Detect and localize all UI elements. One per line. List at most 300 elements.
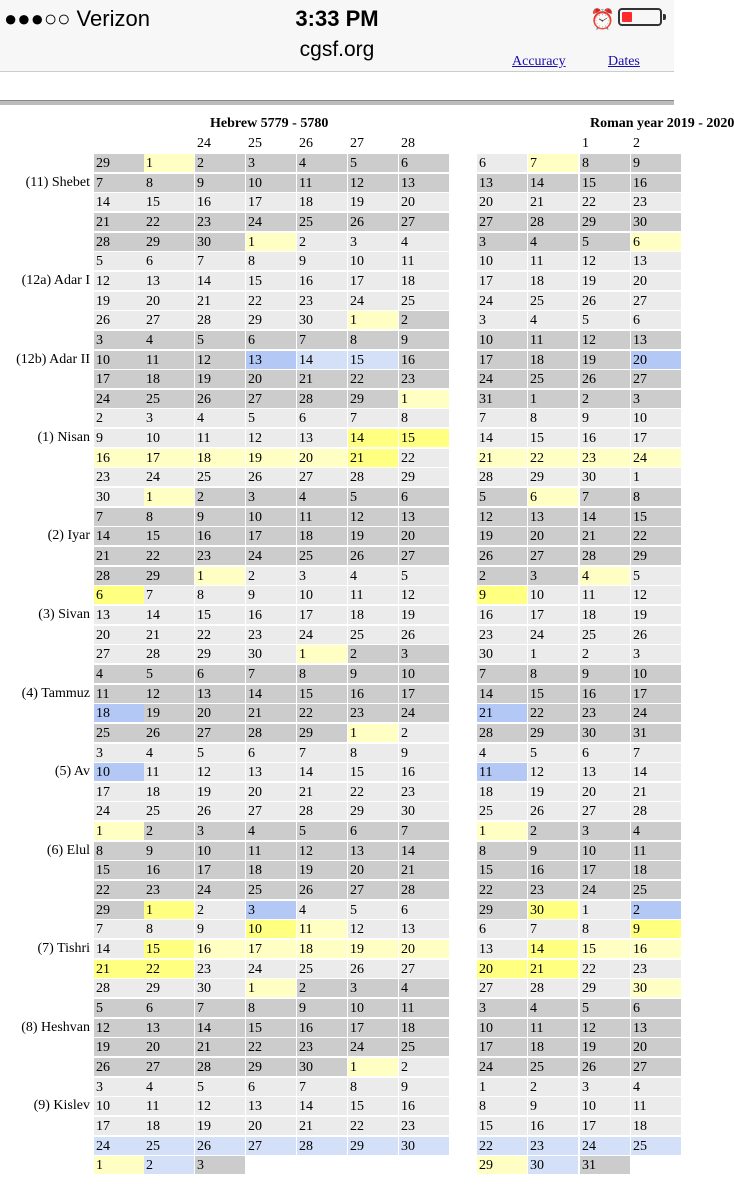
roman-day-cell: 20 xyxy=(528,527,578,545)
hebrew-day-cell: 15 xyxy=(399,429,449,447)
hebrew-day-cell: 15 xyxy=(94,861,144,879)
roman-day-cell: 24 xyxy=(631,704,681,722)
hebrew-day-cell: 8 xyxy=(246,999,296,1017)
hebrew-day-cell: 20 xyxy=(348,861,398,879)
hebrew-day-cell: 26 xyxy=(348,213,398,231)
roman-day-cell: 17 xyxy=(580,861,630,879)
hebrew-day-cell: 24 xyxy=(246,960,296,978)
hebrew-day-cell: 4 xyxy=(195,409,245,427)
hebrew-day-cell: 17 xyxy=(348,1019,398,1037)
hebrew-day-cell: 15 xyxy=(246,272,296,290)
hebrew-day-cell: 12 xyxy=(399,586,449,604)
hebrew-day-cell: 4 xyxy=(297,901,347,919)
hebrew-day-cell: 25 xyxy=(297,547,347,565)
roman-day-cell: 29 xyxy=(580,979,630,997)
roman-day-cell: 22 xyxy=(477,1137,527,1155)
roman-day-cell: 4 xyxy=(477,744,527,762)
roman-day-cell: 20 xyxy=(631,1038,681,1056)
roman-day-cell: 12 xyxy=(580,252,630,270)
roman-day-cell: 2 xyxy=(528,1078,578,1096)
roman-day-cell: 27 xyxy=(580,802,630,820)
roman-day-cell: 5 xyxy=(580,233,630,251)
hebrew-day-cell: 11 xyxy=(94,685,144,703)
hebrew-top-cell: 25 xyxy=(246,134,296,152)
roman-day-cell: 1 xyxy=(580,901,630,919)
hebrew-day-cell: 4 xyxy=(144,1078,194,1096)
month-label: (6) Elul xyxy=(46,842,90,858)
hebrew-day-cell: 21 xyxy=(94,960,144,978)
hebrew-day-cell: 30 xyxy=(297,1058,347,1076)
roman-day-cell: 27 xyxy=(631,292,681,310)
hebrew-day-cell: 2 xyxy=(297,979,347,997)
roman-day-cell: 11 xyxy=(631,842,681,860)
roman-day-cell: 15 xyxy=(631,508,681,526)
hebrew-day-cell: 25 xyxy=(246,881,296,899)
roman-top-cell: 2 xyxy=(631,134,681,152)
hebrew-day-cell: 4 xyxy=(94,665,144,683)
hebrew-day-cell: 7 xyxy=(246,665,296,683)
carrier-label: ●●●○○ Verizon xyxy=(4,6,150,31)
roman-day-cell: 24 xyxy=(477,292,527,310)
roman-day-cell: 9 xyxy=(631,154,681,172)
hebrew-day-cell: 23 xyxy=(348,704,398,722)
roman-day-cell: 26 xyxy=(580,1058,630,1076)
roman-day-cell: 18 xyxy=(528,1038,578,1056)
hebrew-day-cell: 12 xyxy=(144,685,194,703)
hebrew-day-cell: 21 xyxy=(297,1117,347,1135)
hebrew-day-cell: 9 xyxy=(297,252,347,270)
roman-day-cell: 7 xyxy=(580,488,630,506)
hebrew-day-cell: 9 xyxy=(399,744,449,762)
roman-day-cell: 3 xyxy=(477,311,527,329)
hebrew-day-cell: 22 xyxy=(144,547,194,565)
hebrew-day-cell: 21 xyxy=(195,1038,245,1056)
hebrew-day-cell: 16 xyxy=(144,861,194,879)
hebrew-day-cell: 5 xyxy=(348,901,398,919)
hebrew-day-cell: 27 xyxy=(94,645,144,663)
hebrew-day-cell: 13 xyxy=(246,763,296,781)
month-label: (9) Kislev xyxy=(33,1098,90,1114)
roman-day-cell: 22 xyxy=(580,960,630,978)
hebrew-day-cell: 10 xyxy=(195,842,245,860)
hebrew-day-cell: 30 xyxy=(195,979,245,997)
roman-day-cell: 14 xyxy=(580,508,630,526)
roman-day-cell: 21 xyxy=(477,449,527,467)
hebrew-blank-cell xyxy=(144,134,194,152)
roman-day-cell: 6 xyxy=(631,999,681,1017)
hebrew-day-cell: 29 xyxy=(144,979,194,997)
roman-day-cell: 16 xyxy=(631,940,681,958)
hebrew-day-cell: 16 xyxy=(399,351,449,369)
hebrew-day-cell: 11 xyxy=(195,429,245,447)
hebrew-day-cell: 9 xyxy=(195,920,245,938)
hebrew-day-cell: 1 xyxy=(348,311,398,329)
hebrew-day-cell: 14 xyxy=(195,272,245,290)
month-label: (2) Iyar xyxy=(47,528,90,544)
roman-day-cell: 27 xyxy=(477,979,527,997)
hebrew-day-cell: 4 xyxy=(144,331,194,349)
hebrew-day-cell: 1 xyxy=(94,822,144,840)
roman-day-cell: 4 xyxy=(580,567,630,585)
hebrew-day-cell: 9 xyxy=(399,1078,449,1096)
hebrew-day-cell: 24 xyxy=(348,292,398,310)
hebrew-day-cell: 5 xyxy=(195,331,245,349)
hebrew-day-cell: 18 xyxy=(297,527,347,545)
hebrew-day-cell: 28 xyxy=(195,1058,245,1076)
hebrew-day-cell: 14 xyxy=(94,193,144,211)
hebrew-day-cell: 3 xyxy=(195,1156,245,1174)
roman-header: Roman year 2019 - 2020 xyxy=(590,116,734,131)
roman-day-cell: 3 xyxy=(580,822,630,840)
hebrew-day-cell: 15 xyxy=(144,940,194,958)
roman-day-cell: 23 xyxy=(528,1137,578,1155)
roman-day-cell: 11 xyxy=(631,1097,681,1115)
hebrew-day-cell: 1 xyxy=(246,233,296,251)
roman-day-cell: 22 xyxy=(528,449,578,467)
hebrew-day-cell: 14 xyxy=(297,763,347,781)
hebrew-day-cell: 19 xyxy=(348,940,398,958)
hebrew-day-cell: 5 xyxy=(195,1078,245,1096)
hebrew-day-cell: 29 xyxy=(399,468,449,486)
hebrew-day-cell: 29 xyxy=(297,724,347,742)
hebrew-day-cell: 16 xyxy=(297,272,347,290)
hebrew-day-cell: 18 xyxy=(144,783,194,801)
roman-day-cell: 23 xyxy=(528,881,578,899)
hebrew-day-cell: 8 xyxy=(348,744,398,762)
month-label: (3) Sivan xyxy=(38,606,90,622)
accuracy-link[interactable]: Accuracy xyxy=(512,54,566,69)
roman-day-cell: 19 xyxy=(580,1038,630,1056)
hebrew-day-cell: 13 xyxy=(297,429,347,447)
hebrew-day-cell: 19 xyxy=(195,370,245,388)
hebrew-day-cell: 7 xyxy=(399,822,449,840)
hebrew-day-cell: 11 xyxy=(144,763,194,781)
hebrew-day-cell: 21 xyxy=(399,861,449,879)
hebrew-day-cell: 23 xyxy=(195,547,245,565)
hebrew-day-cell: 7 xyxy=(94,920,144,938)
hebrew-day-cell: 12 xyxy=(195,763,245,781)
hebrew-day-cell: 8 xyxy=(144,920,194,938)
hebrew-day-cell: 20 xyxy=(399,940,449,958)
month-label: (4) Tammuz xyxy=(21,685,90,701)
hebrew-day-cell: 10 xyxy=(94,351,144,369)
roman-day-cell: 3 xyxy=(631,390,681,408)
hebrew-day-cell: 7 xyxy=(297,744,347,762)
hebrew-day-cell: 1 xyxy=(144,901,194,919)
roman-day-cell: 13 xyxy=(631,252,681,270)
roman-day-cell: 3 xyxy=(477,233,527,251)
hebrew-day-cell: 8 xyxy=(348,331,398,349)
hebrew-day-cell: 6 xyxy=(144,252,194,270)
hebrew-day-cell: 27 xyxy=(246,390,296,408)
hebrew-top-cell: 24 xyxy=(195,134,245,152)
roman-day-cell: 5 xyxy=(580,311,630,329)
roman-day-cell: 20 xyxy=(631,272,681,290)
hebrew-day-cell: 21 xyxy=(94,213,144,231)
url-text: cgsf.org xyxy=(299,38,375,61)
hebrew-day-cell: 11 xyxy=(348,586,398,604)
hebrew-day-cell: 19 xyxy=(246,449,296,467)
hebrew-day-cell: 10 xyxy=(348,999,398,1017)
roman-day-cell: 28 xyxy=(477,724,527,742)
status-bar xyxy=(0,0,674,36)
roman-day-cell: 19 xyxy=(477,527,527,545)
hebrew-day-cell: 1 xyxy=(246,979,296,997)
roman-day-cell: 10 xyxy=(477,331,527,349)
hebrew-day-cell: 6 xyxy=(195,665,245,683)
hebrew-day-cell: 18 xyxy=(195,449,245,467)
roman-day-cell: 14 xyxy=(477,685,527,703)
hebrew-day-cell: 3 xyxy=(94,331,144,349)
hebrew-day-cell: 22 xyxy=(144,960,194,978)
roman-day-cell: 7 xyxy=(477,665,527,683)
hebrew-day-cell: 2 xyxy=(195,154,245,172)
hebrew-day-cell: 22 xyxy=(399,449,449,467)
hebrew-day-cell: 26 xyxy=(297,881,347,899)
roman-day-cell: 8 xyxy=(580,920,630,938)
roman-day-cell: 1 xyxy=(528,645,578,663)
roman-day-cell: 11 xyxy=(528,331,578,349)
roman-day-cell: 4 xyxy=(631,1078,681,1096)
hebrew-day-cell: 19 xyxy=(144,704,194,722)
roman-day-cell: 22 xyxy=(580,193,630,211)
hebrew-day-cell: 14 xyxy=(399,842,449,860)
roman-day-cell: 20 xyxy=(477,960,527,978)
hebrew-day-cell: 24 xyxy=(297,626,347,644)
roman-day-cell: 28 xyxy=(528,979,578,997)
roman-day-cell: 25 xyxy=(631,1137,681,1155)
hebrew-day-cell: 10 xyxy=(94,763,144,781)
hebrew-day-cell: 6 xyxy=(144,999,194,1017)
roman-day-cell: 17 xyxy=(631,429,681,447)
hebrew-day-cell: 28 xyxy=(94,233,144,251)
hebrew-day-cell: 6 xyxy=(399,901,449,919)
hebrew-day-cell: 20 xyxy=(94,626,144,644)
hebrew-day-cell: 7 xyxy=(297,1078,347,1096)
hebrew-day-cell: 8 xyxy=(399,409,449,427)
alarm-icon: ⏰ xyxy=(590,9,615,31)
hebrew-day-cell: 13 xyxy=(144,272,194,290)
hebrew-day-cell: 5 xyxy=(399,567,449,585)
hebrew-day-cell: 19 xyxy=(348,193,398,211)
roman-day-cell: 10 xyxy=(528,586,578,604)
roman-day-cell: 2 xyxy=(477,567,527,585)
roman-day-cell: 8 xyxy=(477,842,527,860)
hebrew-day-cell: 14 xyxy=(144,606,194,624)
hebrew-day-cell: 1 xyxy=(399,390,449,408)
hebrew-day-cell: 15 xyxy=(144,193,194,211)
roman-day-cell: 10 xyxy=(580,842,630,860)
hebrew-day-cell: 18 xyxy=(94,704,144,722)
hebrew-day-cell: 5 xyxy=(195,744,245,762)
hebrew-day-cell: 18 xyxy=(297,940,347,958)
hebrew-day-cell: 12 xyxy=(246,429,296,447)
hebrew-day-cell: 16 xyxy=(246,606,296,624)
roman-day-cell: 13 xyxy=(477,174,527,192)
hebrew-day-cell: 28 xyxy=(399,881,449,899)
hebrew-day-cell: 5 xyxy=(348,154,398,172)
hebrew-day-cell: 2 xyxy=(399,724,449,742)
hebrew-day-cell: 29 xyxy=(348,1137,398,1155)
roman-day-cell: 7 xyxy=(477,409,527,427)
hebrew-day-cell: 6 xyxy=(348,822,398,840)
hebrew-day-cell: 8 xyxy=(94,842,144,860)
hebrew-day-cell: 23 xyxy=(399,783,449,801)
hebrew-day-cell: 6 xyxy=(246,331,296,349)
roman-day-cell: 3 xyxy=(631,645,681,663)
hebrew-day-cell: 19 xyxy=(94,292,144,310)
hebrew-day-cell: 20 xyxy=(246,783,296,801)
roman-day-cell: 11 xyxy=(528,252,578,270)
roman-day-cell: 25 xyxy=(477,802,527,820)
hebrew-day-cell: 18 xyxy=(297,193,347,211)
roman-day-cell: 24 xyxy=(477,370,527,388)
roman-day-cell: 24 xyxy=(528,626,578,644)
hebrew-day-cell: 24 xyxy=(94,802,144,820)
hebrew-day-cell: 3 xyxy=(246,488,296,506)
hebrew-day-cell: 21 xyxy=(94,547,144,565)
hebrew-day-cell: 9 xyxy=(94,429,144,447)
hebrew-day-cell: 25 xyxy=(297,213,347,231)
roman-day-cell: 13 xyxy=(631,1019,681,1037)
roman-day-cell: 14 xyxy=(528,940,578,958)
roman-day-cell: 9 xyxy=(528,1097,578,1115)
roman-day-cell: 23 xyxy=(580,449,630,467)
hebrew-day-cell: 3 xyxy=(246,154,296,172)
hebrew-day-cell: 12 xyxy=(94,272,144,290)
hebrew-day-cell: 9 xyxy=(195,508,245,526)
roman-day-cell: 16 xyxy=(528,861,578,879)
roman-day-cell: 6 xyxy=(580,744,630,762)
hebrew-day-cell: 2 xyxy=(144,822,194,840)
hebrew-day-cell: 12 xyxy=(348,508,398,526)
hebrew-day-cell: 1 xyxy=(348,724,398,742)
hebrew-header: Hebrew 5779 - 5780 xyxy=(210,116,329,131)
roman-day-cell: 9 xyxy=(580,409,630,427)
hebrew-day-cell: 6 xyxy=(399,488,449,506)
roman-day-cell: 25 xyxy=(580,626,630,644)
hebrew-day-cell: 10 xyxy=(246,174,296,192)
hebrew-day-cell: 5 xyxy=(94,999,144,1017)
roman-day-cell: 12 xyxy=(477,508,527,526)
roman-day-cell: 15 xyxy=(477,861,527,879)
roman-day-cell: 28 xyxy=(528,213,578,231)
hebrew-day-cell: 13 xyxy=(246,1097,296,1115)
roman-day-cell: 1 xyxy=(477,822,527,840)
roman-day-cell: 30 xyxy=(528,901,578,919)
roman-day-cell: 15 xyxy=(580,940,630,958)
roman-day-cell: 21 xyxy=(528,193,578,211)
roman-day-cell: 21 xyxy=(528,960,578,978)
roman-day-cell: 15 xyxy=(528,429,578,447)
hebrew-day-cell: 29 xyxy=(144,233,194,251)
hebrew-day-cell: 4 xyxy=(348,567,398,585)
roman-day-cell: 17 xyxy=(528,606,578,624)
roman-day-cell: 24 xyxy=(580,881,630,899)
hebrew-day-cell: 29 xyxy=(94,901,144,919)
status-time: 3:33 PM xyxy=(295,6,379,31)
hebrew-day-cell: 7 xyxy=(94,174,144,192)
hebrew-day-cell: 29 xyxy=(246,311,296,329)
hebrew-day-cell: 8 xyxy=(195,586,245,604)
roman-day-cell: 23 xyxy=(580,704,630,722)
hebrew-day-cell: 28 xyxy=(94,979,144,997)
hebrew-day-cell: 1 xyxy=(144,488,194,506)
roman-day-cell: 8 xyxy=(528,665,578,683)
month-label: (11) Shebet xyxy=(25,174,90,190)
hebrew-day-cell: 9 xyxy=(195,174,245,192)
hebrew-day-cell: 15 xyxy=(348,351,398,369)
hebrew-day-cell: 17 xyxy=(399,685,449,703)
hebrew-top-cell: 27 xyxy=(348,134,398,152)
roman-day-cell: 14 xyxy=(528,174,578,192)
roman-day-cell: 11 xyxy=(477,763,527,781)
roman-day-cell: 2 xyxy=(528,822,578,840)
hebrew-day-cell: 2 xyxy=(399,311,449,329)
hebrew-day-cell: 30 xyxy=(94,488,144,506)
roman-day-cell: 9 xyxy=(477,586,527,604)
hebrew-day-cell: 7 xyxy=(94,508,144,526)
roman-day-cell: 17 xyxy=(631,685,681,703)
hebrew-day-cell: 17 xyxy=(94,1117,144,1135)
roman-day-cell: 22 xyxy=(631,527,681,545)
roman-day-cell: 5 xyxy=(631,567,681,585)
hebrew-day-cell: 11 xyxy=(246,842,296,860)
roman-day-cell: 27 xyxy=(631,370,681,388)
hebrew-day-cell: 12 xyxy=(195,351,245,369)
hebrew-day-cell: 7 xyxy=(297,331,347,349)
hebrew-day-cell: 9 xyxy=(246,586,296,604)
roman-day-cell: 8 xyxy=(631,488,681,506)
hebrew-day-cell: 25 xyxy=(348,626,398,644)
divider xyxy=(0,100,674,105)
hebrew-day-cell: 14 xyxy=(297,1097,347,1115)
roman-day-cell: 7 xyxy=(528,920,578,938)
hebrew-day-cell: 15 xyxy=(348,1097,398,1115)
roman-day-cell: 7 xyxy=(528,154,578,172)
roman-day-cell: 10 xyxy=(631,665,681,683)
roman-day-cell: 3 xyxy=(477,999,527,1017)
hebrew-day-cell: 10 xyxy=(399,665,449,683)
hebrew-day-cell: 18 xyxy=(399,1019,449,1037)
hebrew-day-cell: 4 xyxy=(297,154,347,172)
hebrew-day-cell: 13 xyxy=(399,920,449,938)
hebrew-day-cell: 21 xyxy=(195,292,245,310)
hebrew-day-cell: 16 xyxy=(297,1019,347,1037)
month-label: (7) Tishri xyxy=(37,941,90,956)
roman-day-cell: 16 xyxy=(580,685,630,703)
hebrew-day-cell: 27 xyxy=(399,213,449,231)
hebrew-day-cell: 25 xyxy=(144,390,194,408)
hebrew-day-cell: 12 xyxy=(348,920,398,938)
roman-day-cell: 19 xyxy=(631,606,681,624)
roman-day-cell: 26 xyxy=(631,626,681,644)
roman-day-cell: 17 xyxy=(477,1038,527,1056)
hebrew-day-cell: 27 xyxy=(297,468,347,486)
hebrew-day-cell: 4 xyxy=(297,488,347,506)
hebrew-day-cell: 2 xyxy=(348,645,398,663)
roman-day-cell: 29 xyxy=(631,547,681,565)
roman-day-cell: 28 xyxy=(631,802,681,820)
month-label: (12a) Adar I xyxy=(21,272,90,288)
month-label: (8) Heshvan xyxy=(21,1019,90,1035)
roman-day-cell: 28 xyxy=(580,547,630,565)
roman-day-cell: 17 xyxy=(580,1117,630,1135)
hebrew-day-cell: 26 xyxy=(348,960,398,978)
dates-link[interactable]: Dates xyxy=(608,54,640,69)
hebrew-day-cell: 11 xyxy=(144,1097,194,1115)
hebrew-day-cell: 26 xyxy=(399,626,449,644)
